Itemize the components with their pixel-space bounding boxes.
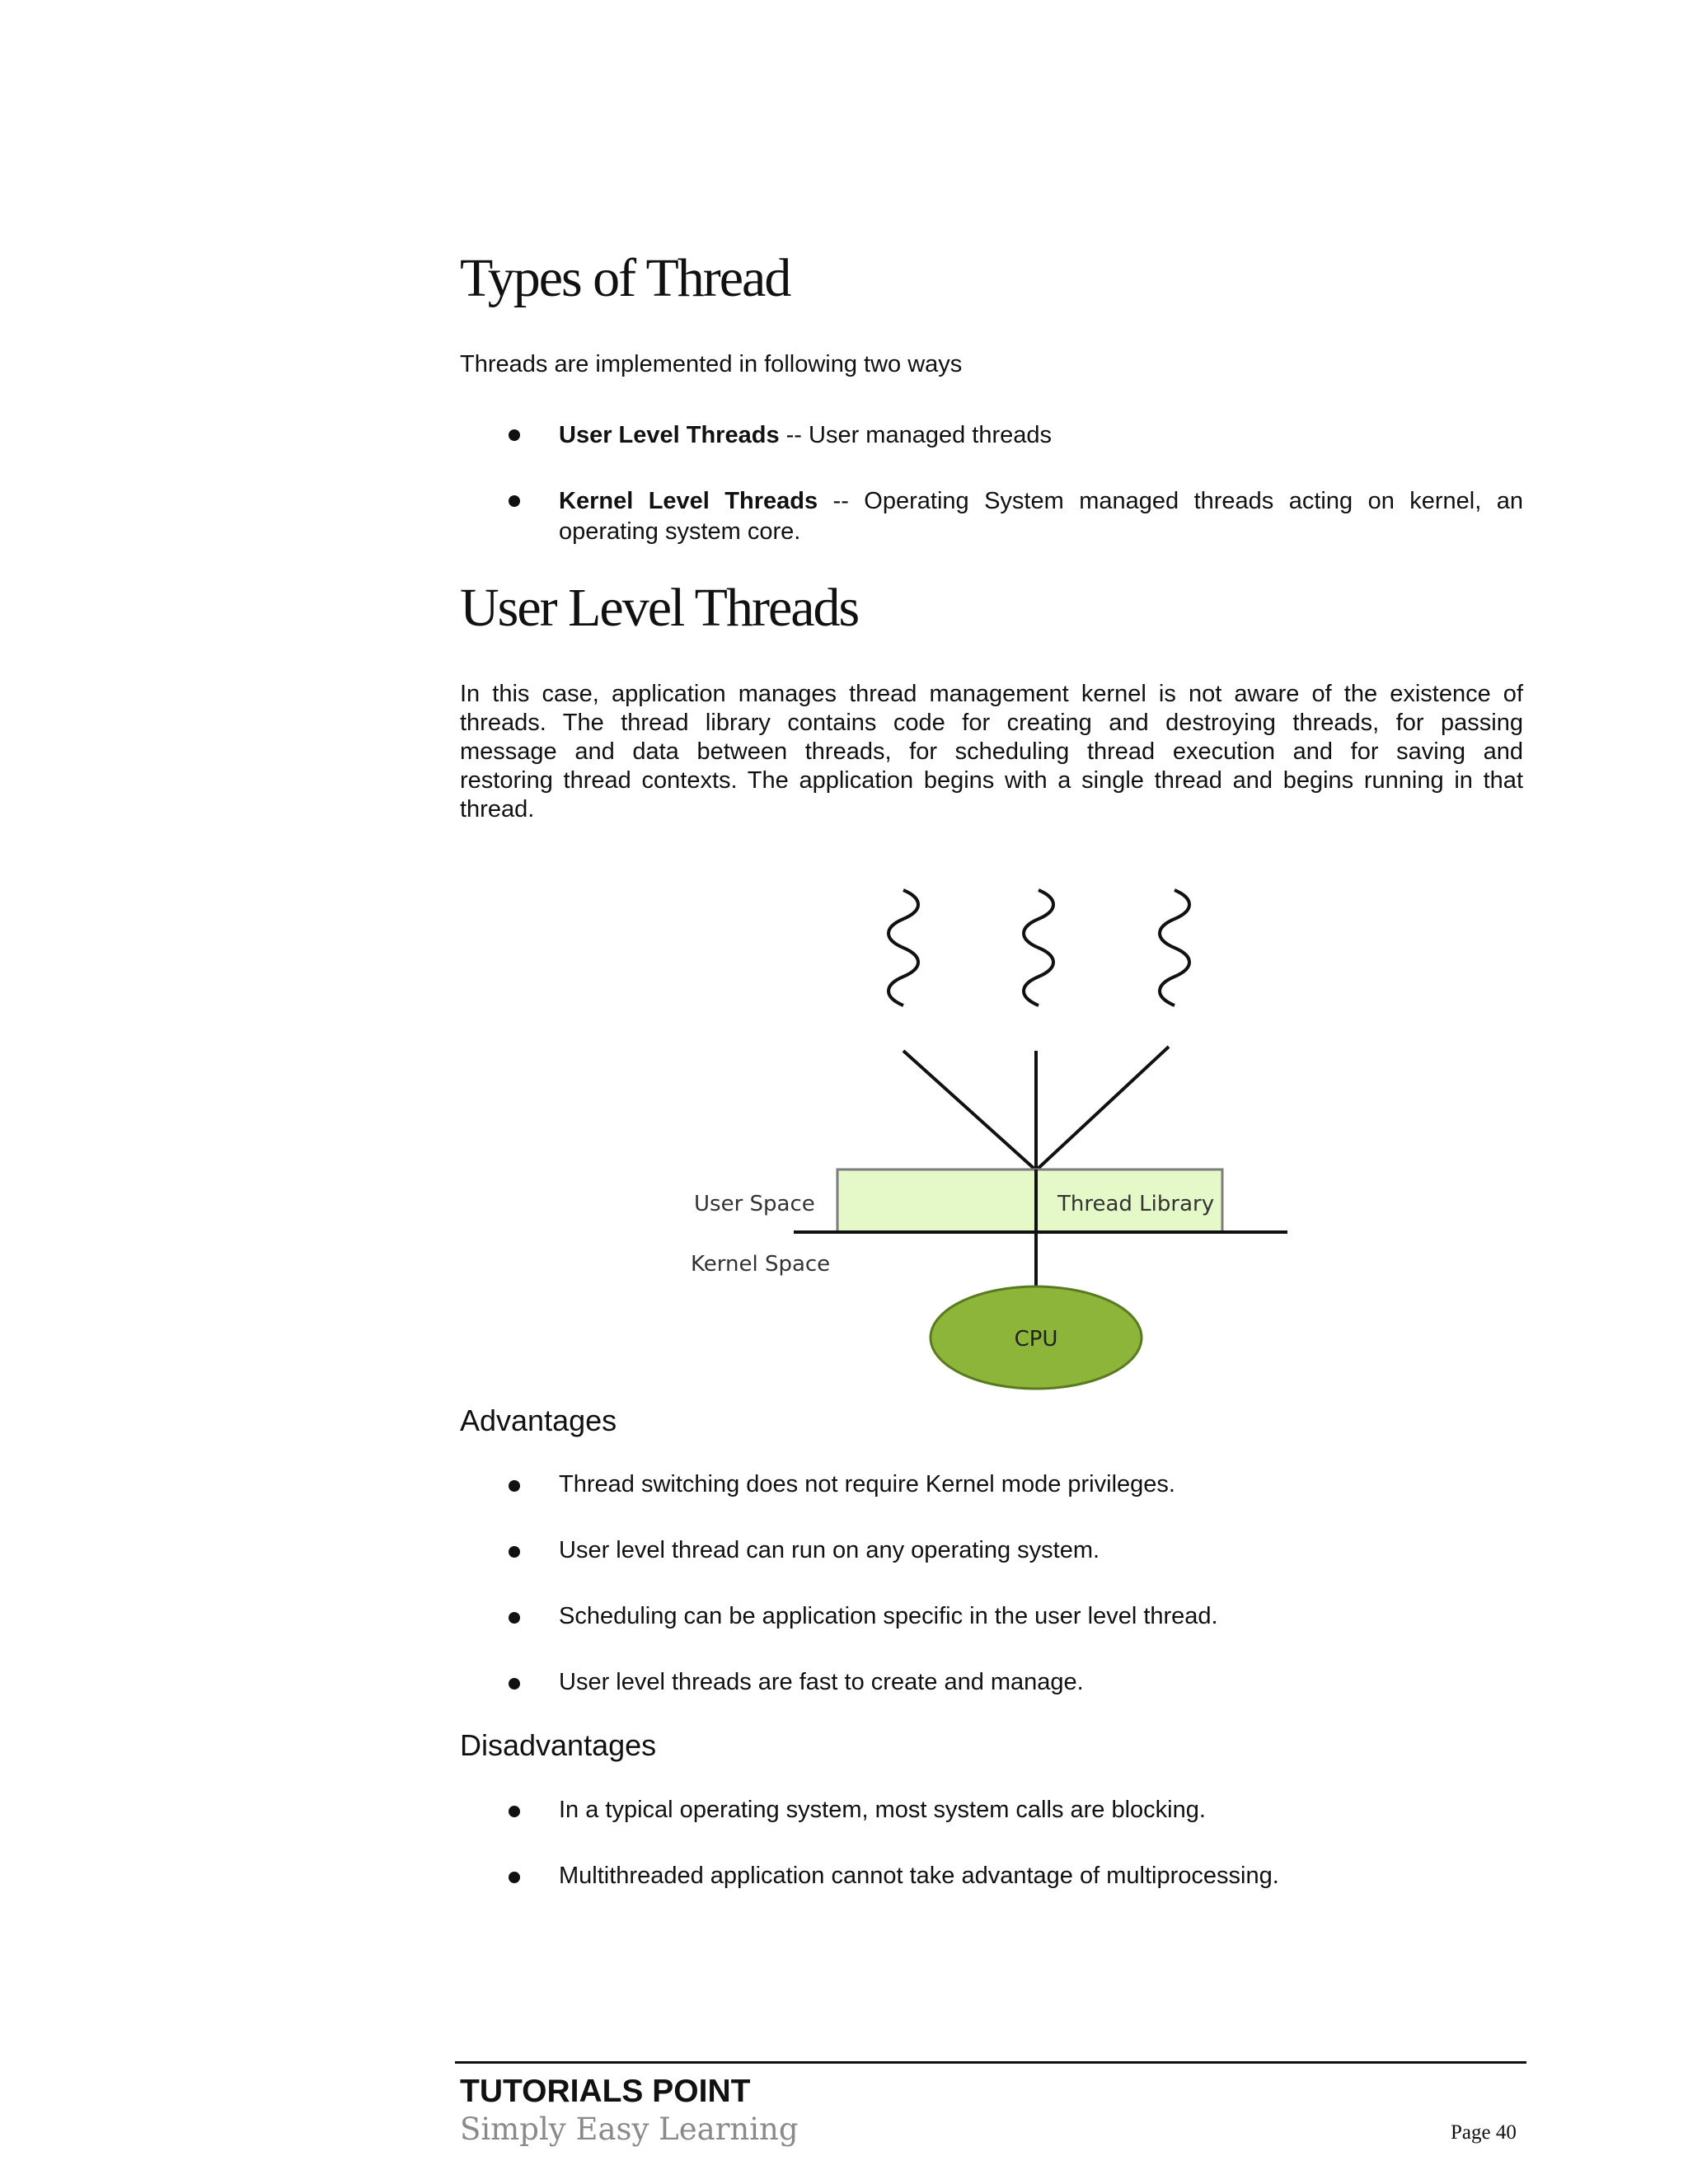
advantage-item: Scheduling can be application specific in the user level thread. [559,1603,1218,1629]
term-user-level: User Level Threads [559,422,780,448]
thread-connector-line [1036,1047,1169,1170]
paragraph-line: restoring thread contexts. The application begins with a single thread and begins running in that [460,767,1523,794]
types-of-thread-heading: Types of Thread [460,248,790,308]
bullet-icon [509,495,520,507]
bullet-icon [509,1872,520,1883]
desc-kernel-level: -- Operating System managed threads acting on kernel, an [818,488,1524,514]
term-kernel-level: Kernel Level Threads [559,488,818,514]
footer-tagline: Simply Easy Learning [460,2111,799,2147]
thread-squiggle-icon [889,890,918,1005]
paragraph-line: thread. [460,796,535,823]
thread-library-label: Thread Library [1057,1192,1215,1216]
paragraph-line: message and data between threads, for scheduling thread execution and for saving and [460,738,1523,765]
thread-connector-line [903,1051,1036,1170]
advantage-item: User level threads are fast to create and manage. [559,1669,1084,1695]
bullet-icon [509,1480,520,1492]
paragraph-line: threads. The thread library contains code for creating and destroying threads, for passing [460,710,1523,736]
user-space-label: User Space [694,1192,815,1216]
desc-user-level: -- User managed threads [779,422,1053,448]
bullet-icon [509,429,520,441]
footer-brand: TUTORIALS POINT [460,2074,751,2109]
disadvantages-heading: Disadvantages [460,1728,657,1762]
bullet-icon [509,1806,520,1817]
user-level-thread-diagram [676,874,1302,1409]
advantages-heading: Advantages [460,1404,617,1437]
paragraph-line: In this case, application manages thread management kernel is not aware of the existence of [460,681,1523,707]
bullet-icon [509,1678,520,1690]
bullet-icon [509,1612,520,1624]
user-level-threads-heading: User Level Threads [460,578,859,638]
advantage-item: Thread switching does not require Kernel mode privileges. [559,1471,1175,1497]
cpu-label: CPU [1014,1327,1058,1352]
list-item-user-level [559,420,1523,450]
footer-divider [455,2061,1526,2064]
disadvantage-item: In a typical operating system, most system calls are blocking. [559,1797,1206,1823]
advantage-item: User level thread can run on any operating system. [559,1537,1100,1563]
kernel-space-label: Kernel Space [691,1252,831,1277]
list-item-kernel-level-line2: operating system core. [559,518,801,545]
disadvantage-item: Multithreaded application cannot take advantage of multiprocessing. [559,1863,1279,1889]
types-intro-text: Threads are implemented in following two ways [460,351,963,377]
page-number: Page 40 [1451,2121,1517,2144]
list-item-kernel-level-line1 [559,486,1523,516]
thread-squiggle-icon [1160,890,1189,1005]
bullet-icon [509,1546,520,1558]
thread-squiggle-icon [1024,890,1053,1005]
